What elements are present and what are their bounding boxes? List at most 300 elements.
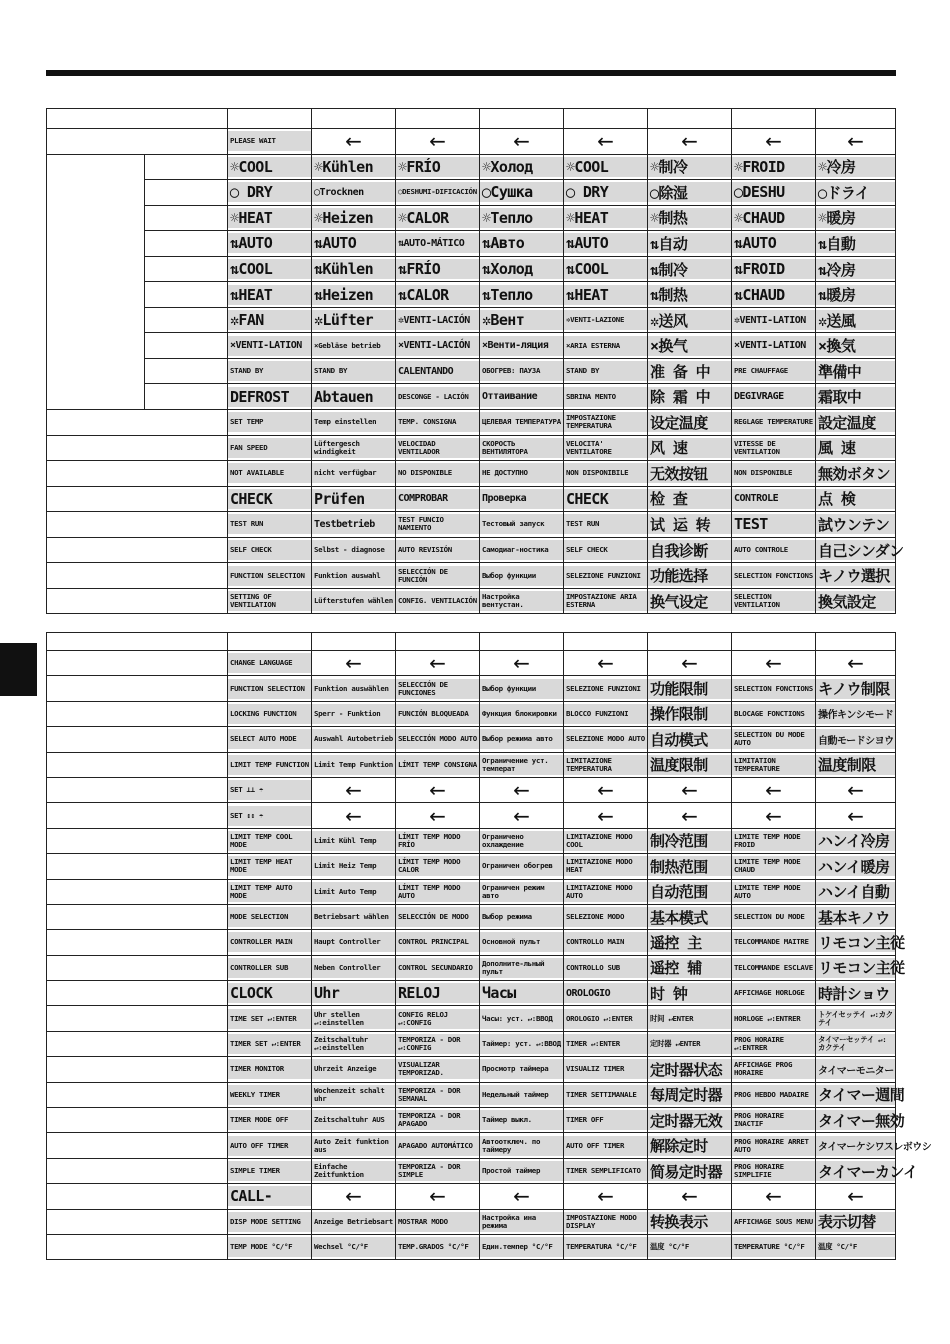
lcd-display-box	[648, 907, 731, 927]
lcd-display-box	[228, 1059, 311, 1079]
lcd-text-english	[228, 981, 312, 1006]
lcd-display-box	[396, 566, 479, 586]
lcd-display-box	[648, 1034, 731, 1054]
lcd-text-translation	[396, 1108, 480, 1133]
same-as-english-arrow: ←	[396, 651, 480, 676]
lcd-text: CALL-	[230, 1187, 273, 1206]
same-as-english-arrow: ←	[564, 651, 648, 676]
label-cell	[47, 1031, 228, 1056]
lcd-display-box	[732, 412, 815, 432]
lcd-text: Anzeige Betriebsart	[314, 1216, 393, 1226]
lcd-text-translation	[396, 358, 480, 384]
lcd-text: 功能选择	[650, 567, 708, 586]
lcd-text-translation	[564, 904, 648, 929]
label-cell	[47, 512, 228, 538]
lcd-text-translation	[816, 752, 896, 777]
lcd-text-translation	[396, 701, 480, 726]
lcd-text: ◯ DRY	[566, 183, 609, 202]
lcd-display-box	[228, 310, 311, 330]
lcd-text-english	[228, 727, 312, 752]
lcd-display-box	[228, 882, 311, 902]
lcd-text-translation	[648, 1133, 732, 1158]
lcd-text-translation	[732, 537, 816, 563]
table-row	[47, 563, 896, 589]
lcd-text: AUTO REVISIÓN	[398, 545, 452, 555]
label-cell	[47, 777, 228, 802]
lcd-display-box	[732, 679, 815, 699]
lcd-text: Zeitschaltuhr ↵:einstellen	[314, 1035, 368, 1053]
lcd-text: Выбор режима авто	[482, 734, 553, 744]
lcd-display-box	[228, 540, 311, 560]
lcd-text-translation	[732, 828, 816, 853]
lcd-text: ☼Холод	[482, 157, 533, 176]
lcd-text-translation	[648, 333, 732, 359]
lcd-text-translation	[396, 727, 480, 752]
lcd-text: 無効ボタン	[818, 464, 891, 483]
lcd-text-english	[228, 1184, 312, 1209]
lcd-display-box	[732, 882, 815, 902]
lcd-text: ⇅冷房	[818, 260, 856, 279]
lcd-display-box	[648, 387, 731, 407]
lcd-display-box	[564, 1085, 647, 1105]
lcd-text: CONTROLE	[734, 493, 779, 505]
lcd-text: DEGIVRAGE	[734, 391, 784, 403]
lcd-text: STAND BY	[230, 366, 264, 376]
lcd-display-box	[648, 1136, 731, 1156]
lcd-text: 自我诊断	[650, 541, 708, 560]
lcd-display-box	[396, 387, 479, 407]
lcd-display-box	[732, 387, 815, 407]
lcd-display-box	[732, 310, 815, 330]
lcd-text: ⇅自動	[818, 234, 856, 253]
header-cell	[47, 109, 228, 129]
lcd-text: IMPOSTAZIONE TEMPERATURA	[566, 413, 616, 431]
header-cell	[396, 633, 480, 651]
lcd-text-translation	[564, 879, 648, 904]
lcd-text: CALENTANDO	[398, 365, 454, 377]
lcd-display-box	[648, 704, 731, 724]
lcd-display-box	[648, 1212, 731, 1232]
lcd-text-translation	[816, 879, 896, 904]
lcd-text-translation	[816, 854, 896, 879]
lcd-text-english	[228, 651, 312, 676]
lcd-text-translation	[312, 307, 396, 333]
lcd-text: ⇅HEAT	[566, 285, 609, 304]
lcd-display-box	[564, 1059, 647, 1079]
lcd-text-translation	[396, 1006, 480, 1031]
lcd-text: ⇅CHAUD	[734, 285, 785, 304]
lcd-text: TIMER SET ↵:ENTER	[230, 1039, 301, 1049]
label-cell-sub	[145, 333, 228, 359]
lcd-text: ⨯VENTI-LATION	[230, 340, 302, 352]
lcd-display-box	[648, 1009, 731, 1029]
lcd-text-translation	[480, 435, 564, 461]
lcd-text: ☼COOL	[566, 157, 609, 176]
lcd-display-box	[312, 591, 395, 611]
lcd-text-translation	[396, 752, 480, 777]
lcd-text-translation	[396, 461, 480, 487]
lcd-text-english	[228, 879, 312, 904]
lcd-text-translation	[732, 410, 816, 436]
lcd-text-english	[228, 955, 312, 980]
lcd-text-translation	[732, 1031, 816, 1056]
lcd-text-translation	[564, 358, 648, 384]
lcd-text-translation	[732, 904, 816, 929]
lcd-text-translation	[312, 955, 396, 980]
lcd-text: キノウ制限	[818, 680, 890, 699]
lcd-text: SELECTION DU MODE AUTO	[734, 730, 805, 748]
lcd-text-translation	[480, 180, 564, 206]
lcd-display-box	[732, 907, 815, 927]
lcd-text-translation	[396, 981, 480, 1006]
lcd-text: トケイセッテイ ↵:カクテイ	[818, 1009, 893, 1027]
lcd-display-box	[396, 412, 479, 432]
lcd-text-translation	[396, 256, 480, 282]
lcd-text: 简易定时器	[650, 1162, 723, 1181]
lcd-display-box	[564, 566, 647, 586]
lcd-text: SET TEMP	[230, 417, 264, 427]
lcd-display-box	[732, 1009, 815, 1029]
lcd-display-box	[564, 259, 647, 279]
lcd-text-translation	[396, 1234, 480, 1259]
lcd-display-box	[312, 540, 395, 560]
lcd-display-box	[228, 1034, 311, 1054]
lcd-text: FUNCTION SELECTION	[230, 683, 305, 693]
lcd-text: LOCKING FUNCTION	[230, 708, 297, 718]
lcd-display-box	[228, 653, 311, 673]
lcd-display-box	[480, 679, 563, 699]
lcd-text-translation	[396, 537, 480, 563]
lcd-text-translation	[732, 879, 816, 904]
table-row	[47, 854, 896, 879]
lcd-display-box	[480, 907, 563, 927]
lcd-display-box	[732, 1136, 815, 1156]
lcd-text: Часы	[482, 984, 516, 1003]
same-as-english-arrow: ←	[480, 803, 564, 828]
same-as-english-arrow: ←	[564, 129, 648, 155]
lcd-text: NON DISPONIBILE	[566, 468, 629, 478]
lcd-text-translation	[396, 955, 480, 980]
lcd-text: TEMPERATURA °C/°F	[566, 1242, 637, 1252]
lcd-text: ハンイ自動	[818, 883, 890, 902]
lcd-text-translation	[816, 333, 896, 359]
lcd-text-translation	[312, 358, 396, 384]
lcd-display-box	[564, 310, 647, 330]
same-as-english-arrow: ←	[312, 777, 396, 802]
lcd-text-translation	[732, 154, 816, 180]
lcd-text: ✲FAN	[230, 311, 264, 330]
lcd-display-box	[648, 591, 731, 611]
label-cell	[47, 1108, 228, 1133]
lcd-text-translation	[312, 752, 396, 777]
lcd-text-translation	[732, 854, 816, 879]
lcd-display-box	[648, 361, 731, 381]
lcd-text: ⇅暖房	[818, 286, 856, 305]
lcd-text: SELF CHECK	[230, 545, 272, 555]
lcd-text: 定时器 ↵ENTER	[650, 1039, 701, 1049]
lcd-display-box	[648, 729, 731, 749]
lcd-text: LIMITE TEMP MODE AUTO	[734, 882, 801, 900]
lcd-text-translation	[732, 205, 816, 231]
lcd-text-english	[228, 537, 312, 563]
lcd-text-translation	[480, 256, 564, 282]
lcd-text: LIMITATION TEMPERATURE	[734, 755, 780, 773]
lcd-text-translation	[564, 930, 648, 955]
lcd-text: ⨯VENTI-LATION	[734, 340, 806, 352]
lcd-text: ⇅COOL	[230, 260, 273, 278]
lcd-display-box	[732, 540, 815, 560]
lcd-display-box	[816, 932, 905, 952]
lcd-display-box	[816, 755, 895, 775]
lcd-text: ⇅Heizen	[314, 285, 374, 304]
lcd-text: CONFIG RELOJ ↵:CONFIG	[398, 1009, 448, 1027]
lcd-display-box	[396, 856, 479, 876]
lcd-text: OROLOGIO	[566, 987, 611, 999]
lcd-display-box	[816, 1059, 895, 1079]
lcd-text: Prüfen	[314, 489, 365, 508]
lcd-text-translation	[312, 1108, 396, 1133]
lcd-text: SELF CHECK	[566, 545, 608, 555]
lcd-text-translation	[480, 1031, 564, 1056]
lcd-text-translation	[648, 879, 732, 904]
lcd-display-box	[396, 1059, 479, 1079]
lcd-display-box	[480, 1212, 563, 1232]
lcd-display-box	[732, 1161, 815, 1181]
lcd-text: ⇅FRÍO	[398, 260, 441, 278]
table-header-row	[47, 109, 896, 129]
lcd-text: 点 検	[818, 490, 856, 509]
lcd-text-translation	[564, 563, 648, 589]
same-as-english-arrow: ←	[816, 651, 896, 676]
lcd-text: ◯Trocknen	[314, 186, 364, 198]
lcd-text: SIMPLE TIMER	[230, 1166, 280, 1175]
lcd-text-translation	[480, 205, 564, 231]
lcd-display-box	[816, 1009, 895, 1029]
lcd-display-box	[648, 679, 731, 699]
lcd-display-box	[816, 704, 895, 724]
lcd-text: ☼FROID	[734, 157, 785, 176]
lcd-text: ハンイ暖房	[818, 857, 890, 876]
lcd-text-translation	[480, 676, 564, 701]
lcd-text-translation	[648, 588, 732, 614]
lcd-display-box	[480, 285, 563, 305]
lcd-text-translation	[396, 854, 480, 879]
lcd-text-translation	[312, 588, 396, 614]
label-cell	[47, 1209, 228, 1234]
lcd-text: WEEKLY TIMER	[230, 1089, 280, 1099]
lcd-display-box	[732, 157, 815, 177]
lcd-text: SELEZIONE FUNZIONI	[566, 570, 641, 580]
label-cell-sub	[145, 231, 228, 257]
lcd-text: 設定温度	[818, 413, 876, 432]
label-cell-sub	[145, 205, 228, 231]
header-cell	[732, 633, 816, 651]
lcd-text-translation	[564, 435, 648, 461]
lcd-text: IMPOSTAZIONE MODO DISPLAY	[566, 1212, 637, 1230]
lcd-text: ☼HEAT	[230, 208, 273, 227]
lcd-text: AUTO OFF TIMER	[230, 1140, 289, 1150]
lcd-display-box	[228, 489, 311, 509]
lcd-text: ⇅COOL	[566, 260, 609, 278]
lcd-text: Limit Auto Temp	[314, 886, 377, 896]
lcd-text-english	[228, 1082, 312, 1107]
lcd-text: 准 备 中	[650, 362, 711, 381]
lcd-display-box	[648, 1085, 731, 1105]
lcd-text-translation	[312, 410, 396, 436]
lcd-text-translation	[312, 904, 396, 929]
table-row	[47, 676, 896, 701]
lcd-text-translation	[480, 701, 564, 726]
table-row	[47, 1158, 896, 1183]
lcd-text-translation	[396, 307, 480, 333]
lcd-display-box	[228, 1009, 311, 1029]
lcd-text: AFFICHAGE SOUS MENU	[734, 1216, 813, 1226]
lcd-display-box	[816, 907, 895, 927]
lcd-text-translation	[648, 854, 732, 879]
lcd-text: ◯除湿	[650, 183, 688, 202]
lcd-text: Настройка вентустан.	[482, 592, 524, 610]
lcd-display-box	[648, 1237, 731, 1257]
lcd-display-box	[732, 489, 815, 509]
lcd-text-translation	[816, 955, 905, 980]
lcd-display-box	[564, 1136, 647, 1156]
lcd-text-translation	[396, 1158, 480, 1183]
lcd-text: TEST	[734, 515, 768, 534]
lcd-text-translation	[648, 358, 732, 384]
lcd-display-box	[732, 1085, 815, 1105]
lcd-display-box	[480, 729, 563, 749]
lcd-text: BLOCAGE FONCTIONS	[734, 708, 805, 718]
lcd-display-box	[312, 438, 395, 458]
lcd-text-translation	[732, 981, 816, 1006]
lcd-display-box	[228, 831, 311, 851]
lcd-text: 遥控 辅	[650, 959, 702, 978]
lcd-text: VELOCIDAD VENTILADOR	[398, 438, 440, 456]
lcd-display-box	[396, 958, 479, 978]
lcd-text-english	[228, 256, 312, 282]
lcd-text: LÍMIT TEMP MODO AUTO	[398, 882, 461, 900]
label-cell	[47, 1184, 228, 1209]
lcd-text: SELECTION VENTILATION	[734, 592, 780, 610]
lcd-display-box	[732, 566, 815, 586]
lcd-display-box	[564, 679, 647, 699]
lcd-text: ✲送風	[818, 311, 856, 330]
lcd-display-box	[816, 1034, 895, 1054]
lcd-display-box	[312, 856, 395, 876]
lcd-display-box	[312, 907, 395, 927]
label-cell	[47, 651, 228, 676]
lcd-text-translation	[396, 879, 480, 904]
table-row	[47, 205, 896, 231]
label-cell	[47, 461, 228, 487]
lcd-text: ✲Вент	[482, 311, 525, 330]
lcd-display-box	[312, 566, 395, 586]
lcd-text-translation	[816, 727, 896, 752]
header-cell	[648, 109, 732, 129]
table-row	[47, 486, 896, 512]
lcd-text-translation	[816, 486, 896, 512]
lcd-text: TIME SET ↵:ENTER	[230, 1013, 297, 1023]
lcd-text-translation	[480, 333, 564, 359]
lcd-display-box	[396, 489, 479, 509]
lcd-text-translation	[564, 955, 648, 980]
lcd-text: Uhr	[314, 984, 340, 1003]
lcd-text: ☼CALOR	[398, 208, 449, 227]
lcd-text: ✲VENTI-LAZIONE	[566, 315, 625, 325]
lcd-text: 解除定时	[650, 1137, 708, 1156]
lcd-text: nicht verfügbar	[314, 468, 377, 478]
lcd-text: ⇅自动	[650, 234, 688, 253]
lcd-display-box	[228, 1186, 311, 1206]
lcd-text-translation	[312, 154, 396, 180]
lcd-display-box	[732, 704, 815, 724]
lcd-text-translation	[396, 588, 480, 614]
lcd-text: 温度 °C/°F	[818, 1242, 858, 1252]
lcd-text-translation	[480, 879, 564, 904]
lcd-text-translation	[648, 701, 732, 726]
lcd-display-box	[816, 679, 895, 699]
lcd-text-translation	[648, 486, 732, 512]
lcd-display-box	[648, 1161, 731, 1181]
lcd-text: NOT AVAILABLE	[230, 468, 284, 478]
same-as-english-arrow: ←	[648, 777, 732, 802]
lcd-text: STAND BY	[314, 366, 348, 376]
lcd-text-translation	[312, 537, 396, 563]
lcd-display-box	[564, 591, 647, 611]
label-cell	[47, 1082, 228, 1107]
lcd-text: Ограничено охлаждение	[482, 831, 524, 849]
lcd-text: Выбор функции	[482, 570, 536, 580]
lcd-text-translation	[648, 1057, 732, 1082]
table-row	[47, 333, 896, 359]
lcd-text-english	[228, 777, 312, 802]
lcd-text: Тестовый запуск	[482, 519, 545, 529]
header-cell	[816, 633, 896, 651]
lcd-display-box	[732, 233, 815, 253]
lcd-display-box	[648, 285, 731, 305]
lcd-text: ☼FRÍO	[398, 157, 441, 176]
label-cell	[47, 828, 228, 853]
lcd-text-translation	[396, 512, 480, 538]
lcd-display-box	[816, 463, 895, 483]
lcd-display-box	[312, 1237, 395, 1257]
lcd-display-box	[480, 1136, 563, 1156]
lcd-text: タイマー無効	[818, 1111, 905, 1130]
lcd-display-box	[564, 361, 647, 381]
lcd-display-box	[648, 882, 731, 902]
lcd-text: TEMP.GRADOS °C/°F	[398, 1242, 469, 1252]
lcd-text: HORLOGE ↵:ENTRER	[734, 1013, 801, 1023]
lcd-text: 风 速	[650, 439, 688, 458]
lcd-text-translation	[732, 676, 816, 701]
lcd-text-translation	[816, 410, 896, 436]
lcd-display-box	[816, 387, 895, 407]
lcd-text: キノウ選択	[818, 567, 890, 586]
same-as-english-arrow: ←	[732, 651, 816, 676]
lcd-text: Funktion auswahl	[314, 570, 381, 580]
same-as-english-arrow: ←	[480, 777, 564, 802]
lcd-display-box	[228, 591, 311, 611]
lcd-text-translation	[564, 333, 648, 359]
lcd-text-table-1	[46, 108, 904, 614]
header-cell	[480, 109, 564, 129]
lcd-text-translation	[732, 512, 816, 538]
lcd-display-box	[396, 540, 479, 560]
lcd-display-box	[564, 157, 647, 177]
lcd-display-box	[312, 1085, 395, 1105]
lcd-text-translation	[480, 410, 564, 436]
lcd-text-translation	[564, 231, 648, 257]
